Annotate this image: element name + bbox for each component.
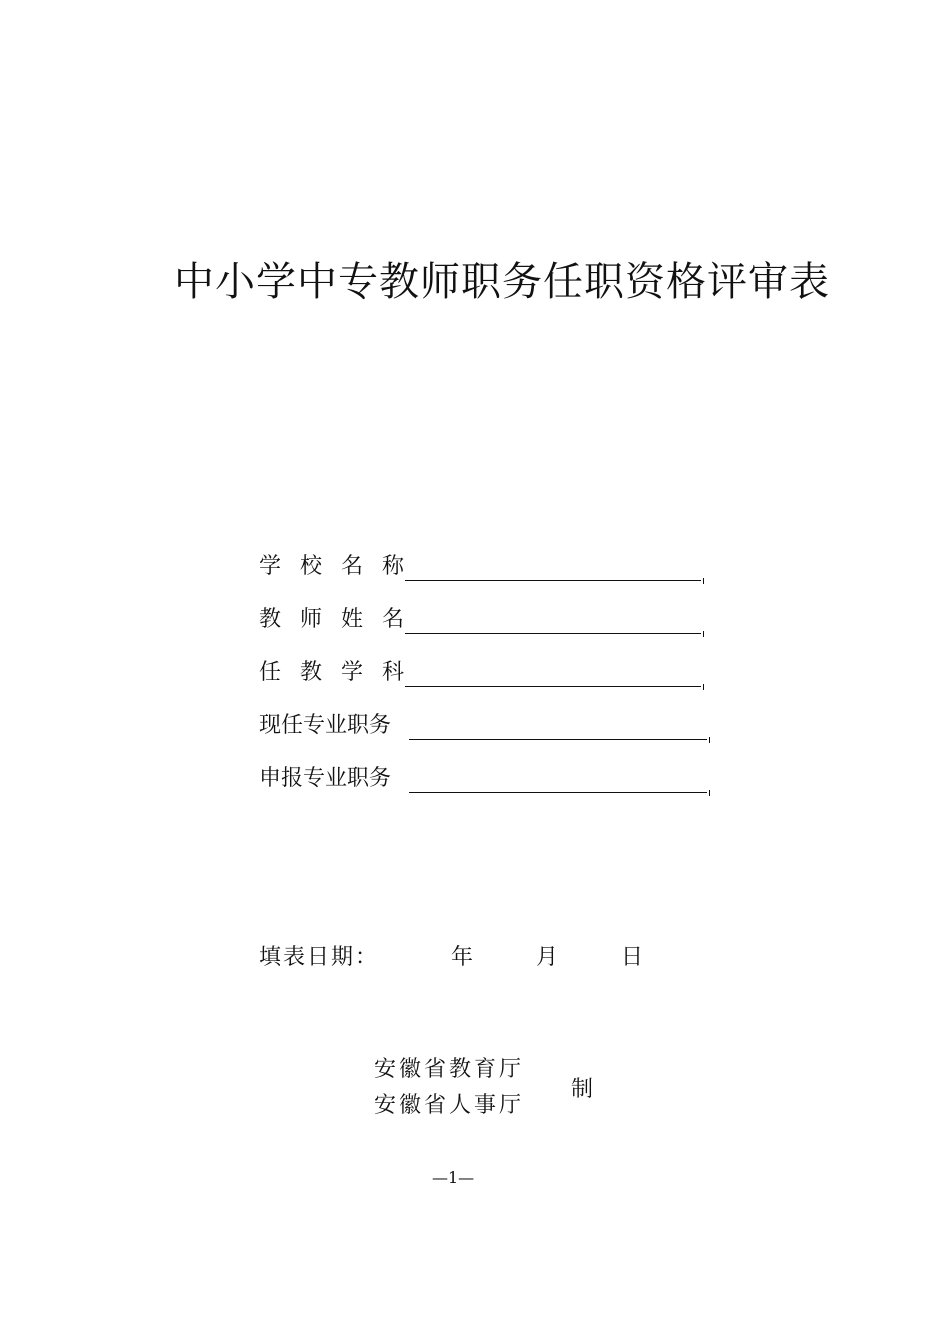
field-teacher-name xyxy=(259,598,719,651)
issuer-personnel-dept: 安徽省人事厅 xyxy=(374,1093,525,1118)
document-title: 中小学中专教师职务任职资格评审表 xyxy=(174,259,830,305)
field-subject xyxy=(259,651,719,704)
issuer-education-dept: 安徽省教育厅 xyxy=(374,1057,525,1082)
field-label-teacher-name: 教师姓名 xyxy=(259,607,424,632)
issuer-suffix: 制 xyxy=(571,1077,594,1102)
fill-date-day: 日 xyxy=(621,945,644,970)
fill-date-year: 年 xyxy=(451,945,474,970)
issuer-block xyxy=(374,1052,524,1124)
form-fields xyxy=(259,545,719,810)
fill-date-month: 月 xyxy=(536,945,559,970)
field-label-subject: 任教学科 xyxy=(259,660,424,685)
field-input-current-title[interactable] xyxy=(409,739,707,740)
field-applied-title xyxy=(259,757,719,810)
field-input-applied-title[interactable] xyxy=(409,792,707,793)
field-input-school-name[interactable] xyxy=(405,580,701,581)
field-input-teacher-name[interactable] xyxy=(405,633,701,634)
field-label-school-name: 学校名称 xyxy=(259,554,424,579)
field-label-applied-title: 申报专业职务 xyxy=(259,766,392,791)
field-school-name xyxy=(259,545,719,598)
field-label-current-title: 现任专业职务 xyxy=(259,713,392,738)
fill-date-label: 填表日期： xyxy=(259,945,380,970)
field-current-title xyxy=(259,704,719,757)
page-number: —1— xyxy=(432,1168,475,1187)
field-input-subject[interactable] xyxy=(405,686,701,687)
